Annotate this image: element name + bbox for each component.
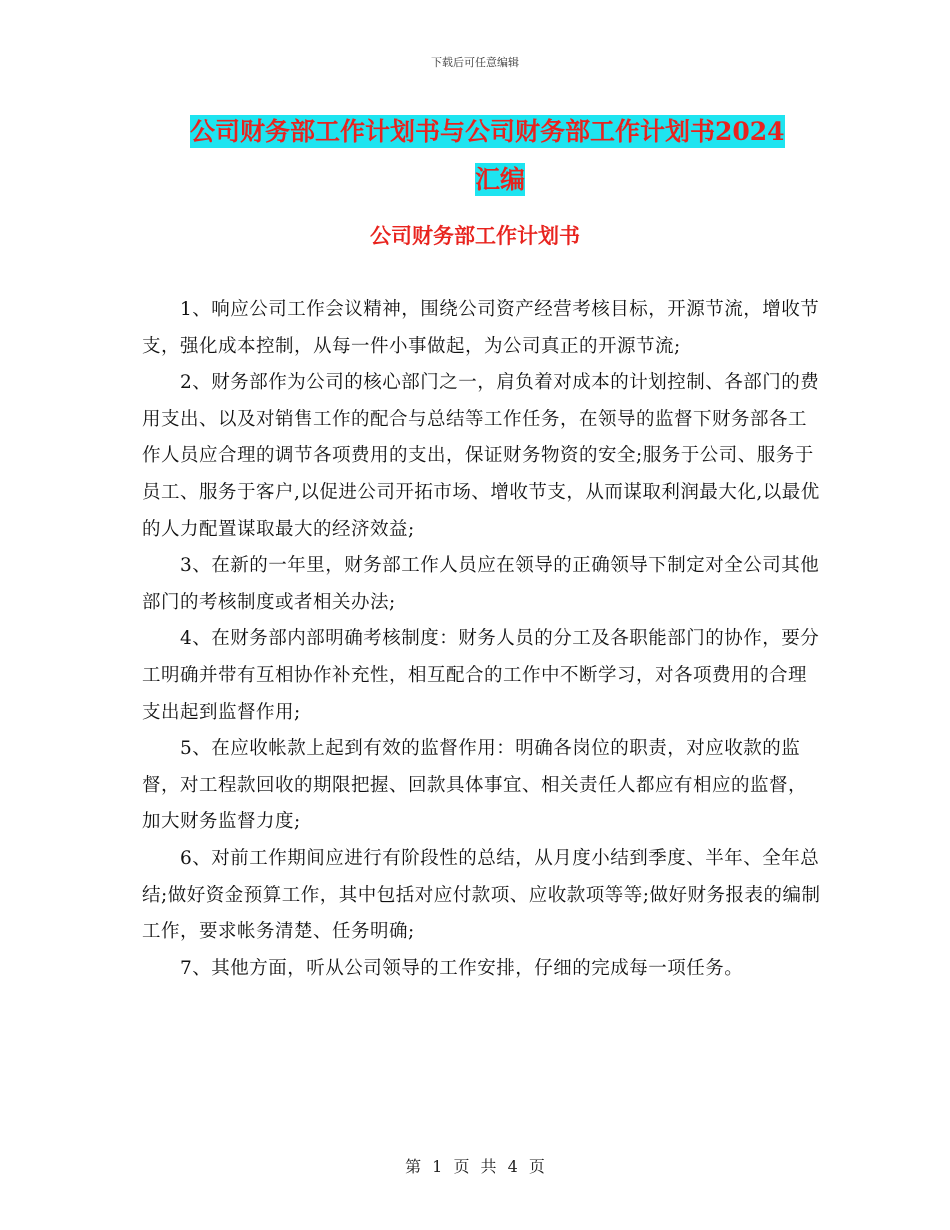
paragraph-3: 3、在新的一年里，财务部工作人员应在领导的正确领导下制定对全公司其他部门的考核制度或者相关办法; [142, 555, 820, 613]
paragraph-5: 5、在应收帐款上起到有效的监督作用：明确各岗位的职责，对应收款的监督，对工程款回收的期限把握、回款具体事宜、相关责任人都应有相应的监督，加大财务监督力度; [142, 738, 808, 833]
page-footer-page-number: 第 1 页 共 4 页 [405, 1157, 545, 1176]
document-title [190, 108, 810, 204]
document-body [142, 292, 822, 987]
section-title: 公司财务部工作计划书 [370, 223, 580, 248]
paragraph-6: 6、对前工作期间应进行有阶段性的总结，从月度小结到季度、半年、全年总结;做好资金预算工作，其中包括对应付款项、应收款项等等;做好财务报表的编制工作，要求帐务清楚、任务明确; [142, 847, 821, 943]
page-header-note: 下载后可任意编辑 [431, 56, 519, 69]
document-title-line-2: 汇编 [474, 165, 525, 194]
paragraph-7: 7、其他方面，听从公司领导的工作安排，仔细的完成每一项任务。 [180, 957, 744, 979]
paragraph-2: 2、财务部作为公司的核心部门之一，肩负着对成本的计划控制、各部门的费用支出、以及对销售工作的配合与总结等工作任务，在领导的监督下财务部各工作人员应合理的调节各项费用的支出，保证财务物资的安全;服务于公司、服务于员工、服务于客户,以促进公司开拓市场、增收节支，从而谋取利润最大化,以最优的人力配置谋取最大的经济效益; [142, 372, 820, 540]
paragraph-4: 4、在财务部内部明确考核制度：财务人员的分工及各职能部门的协作，要分工明确并带有互相协作补充性，相互配合的工作中不断学习，对各项费用的合理支出起到监督作用; [142, 628, 820, 723]
paragraph-1: 1、响应公司工作会议精神，围绕公司资产经营考核目标，开源节流，增收节支，强化成本控制，从每一件小事做起，为公司真正的开源节流; [142, 299, 820, 357]
document-title-line-1: 公司财务部工作计划书与公司财务部工作计划书2024 [190, 117, 785, 146]
